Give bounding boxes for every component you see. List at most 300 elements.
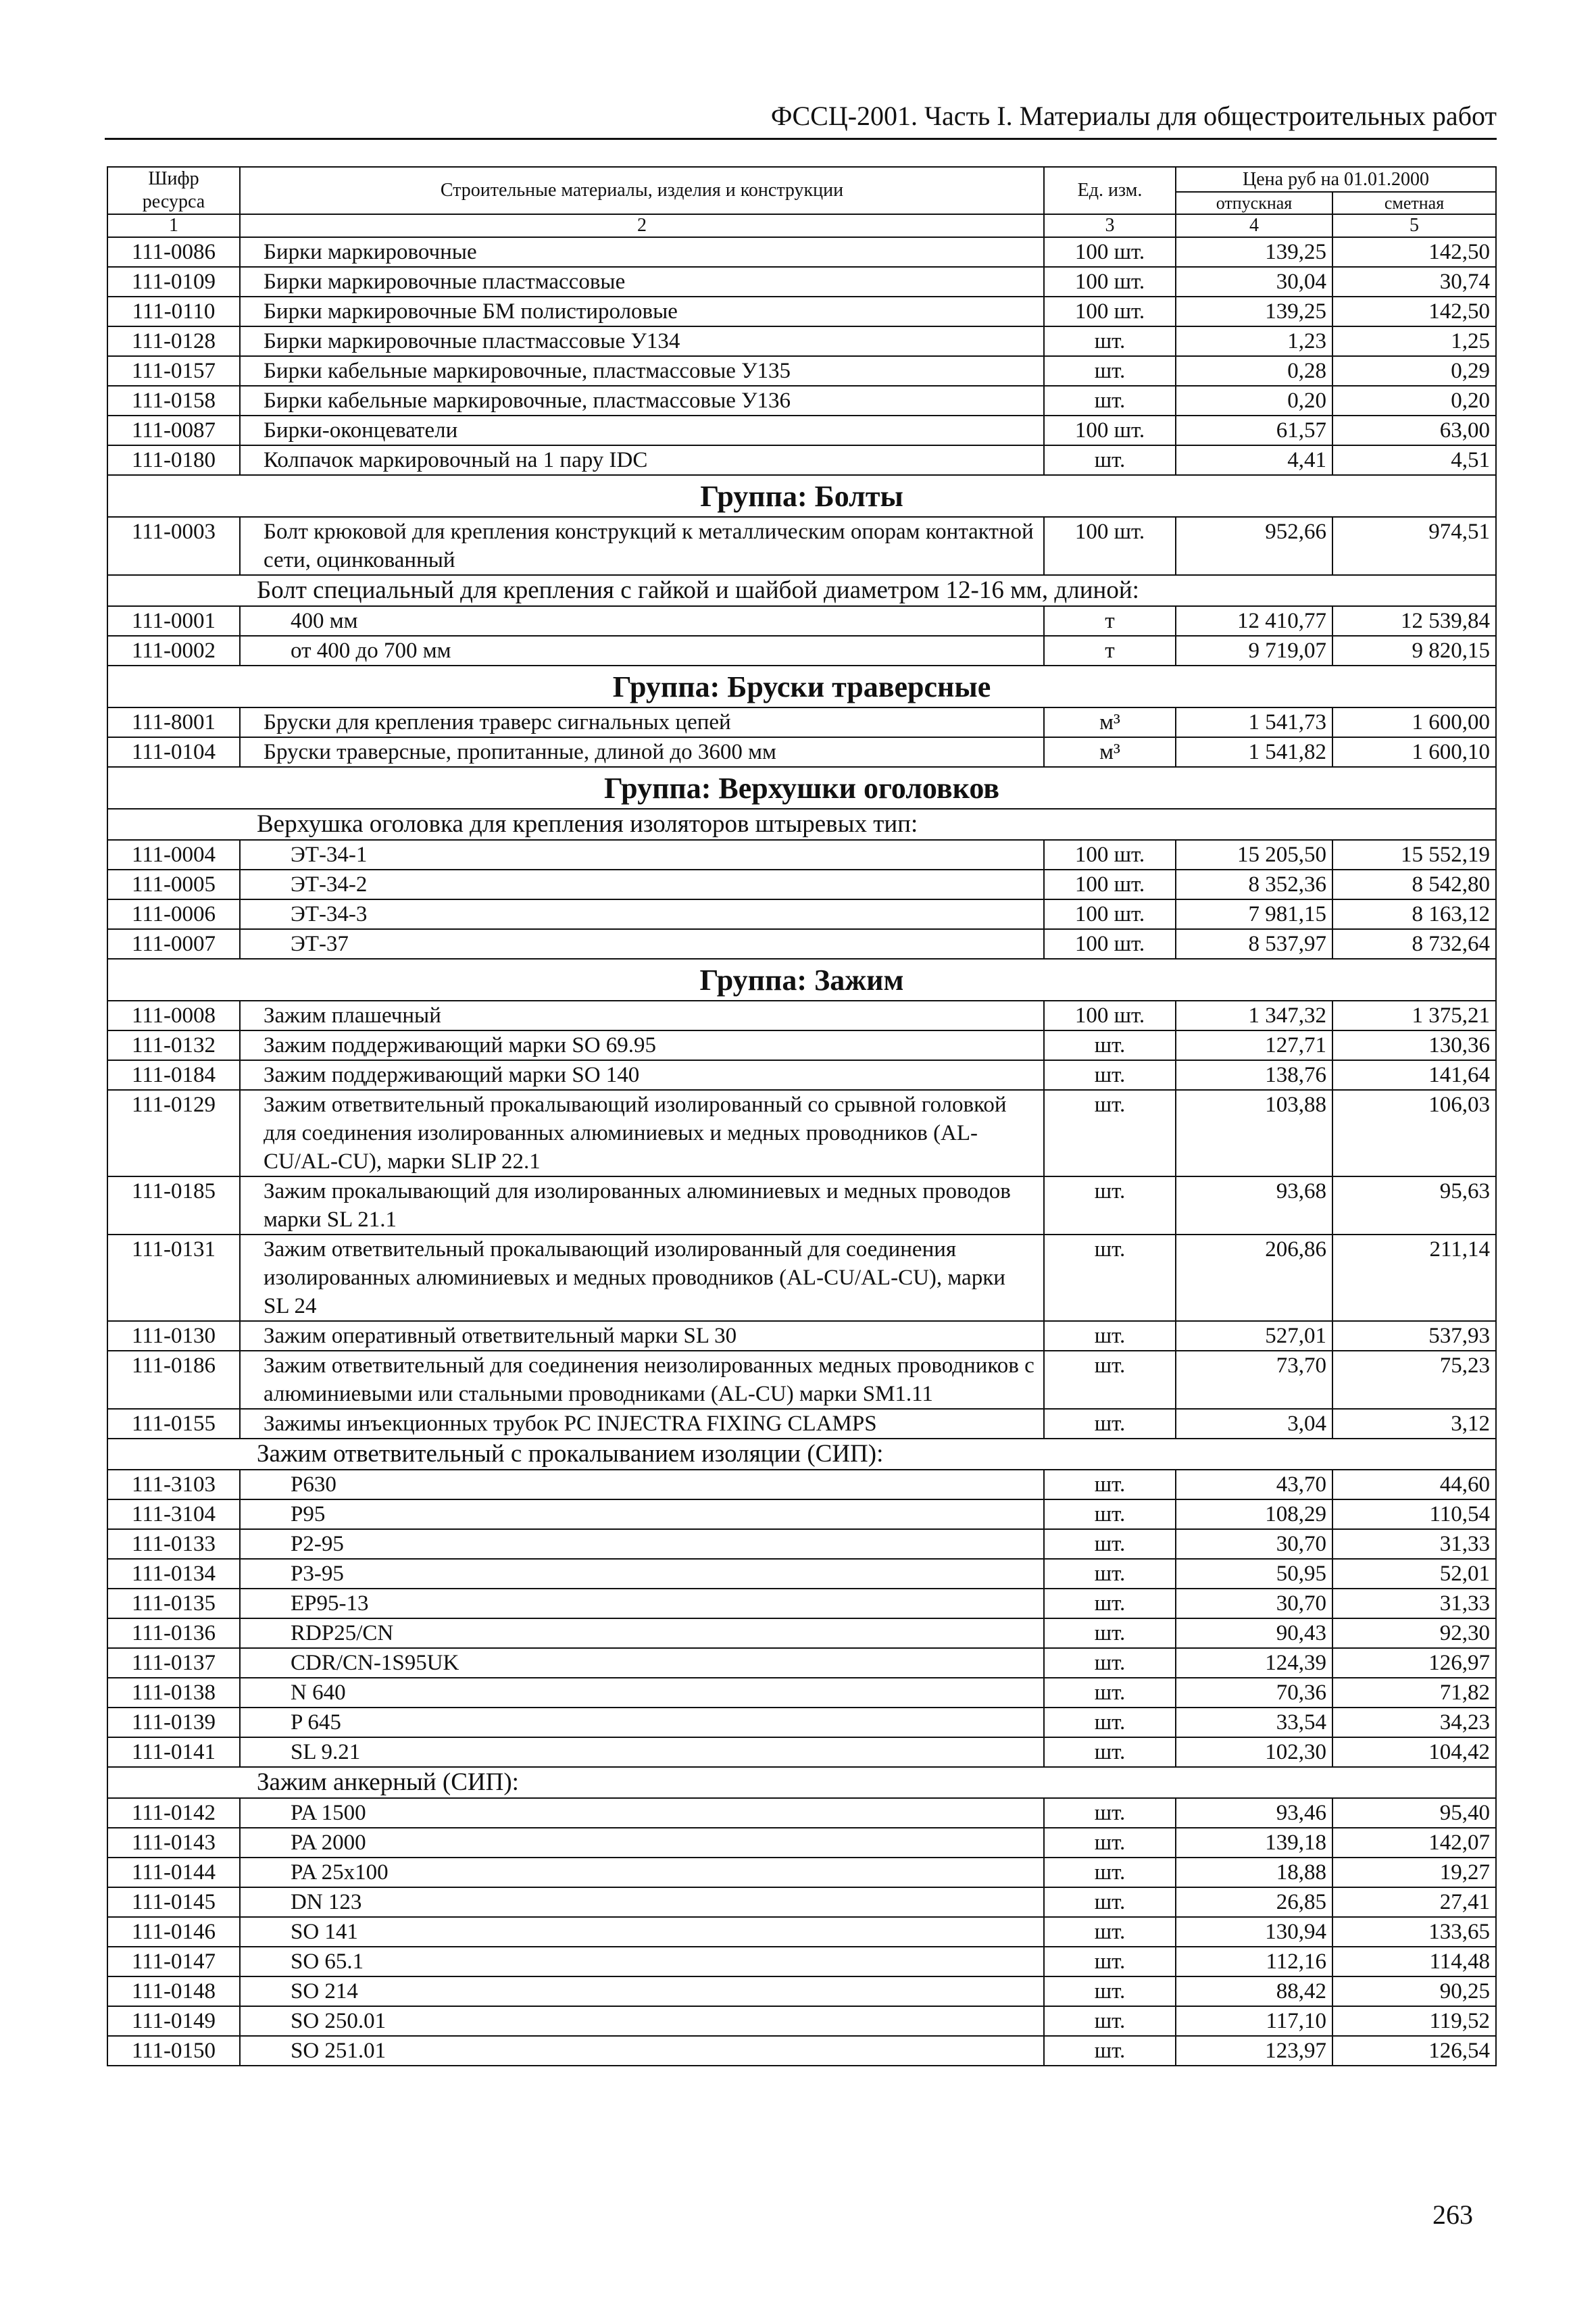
unit: шт. [1044, 1235, 1176, 1321]
estimate-price: 31,33 [1332, 1589, 1496, 1618]
unit: шт. [1044, 1559, 1176, 1589]
table-row [107, 386, 1496, 416]
estimate-price: 1 375,21 [1332, 1001, 1496, 1030]
release-price: 1 347,32 [1176, 1001, 1332, 1030]
material-name: Зажим плашечный [240, 1001, 1044, 1030]
material-name: PA 25x100 [240, 1858, 1044, 1887]
estimate-price: 0,20 [1332, 386, 1496, 416]
estimate-price: 142,50 [1332, 297, 1496, 326]
unit: 100 шт. [1044, 929, 1176, 959]
material-name: ЭТ-34-2 [240, 870, 1044, 899]
material-name: SO 65.1 [240, 1947, 1044, 1976]
resource-code: 111-3103 [107, 1470, 240, 1499]
estimate-price: 95,63 [1332, 1176, 1496, 1235]
price-table [107, 166, 1497, 2066]
table-row [107, 707, 1496, 737]
material-name: Зажим поддерживающий марки SO 140 [240, 1060, 1044, 1090]
material-name: Бирки маркировочные пластмассовые У134 [240, 326, 1044, 356]
resource-code: 111-0186 [107, 1351, 240, 1409]
table-row [107, 297, 1496, 326]
material-name: Зажим ответвительный прокалывающий изолированный со срывной головкой для соединения изолированных алюминиевых и медных проводников (AL-CU/AL-CU), марки SLIP 22.1 [240, 1090, 1044, 1176]
unit: 100 шт. [1044, 416, 1176, 445]
material-name: ЭТ-34-1 [240, 840, 1044, 870]
material-name: PA 1500 [240, 1798, 1044, 1828]
table-row [107, 1887, 1496, 1917]
material-name: EP95-13 [240, 1589, 1044, 1618]
table-row [107, 737, 1496, 767]
unit: т [1044, 636, 1176, 666]
table-row [107, 1176, 1496, 1235]
release-price: 33,54 [1176, 1708, 1332, 1737]
table-row [107, 517, 1496, 575]
resource-code: 111-0157 [107, 356, 240, 386]
release-price: 527,01 [1176, 1321, 1332, 1351]
table-row [107, 1499, 1496, 1529]
table-row [107, 445, 1496, 475]
material-name: Бруски для крепления траверс сигнальных цепей [240, 707, 1044, 737]
resource-code: 111-0142 [107, 1798, 240, 1828]
resource-code: 111-0185 [107, 1176, 240, 1235]
unit: шт. [1044, 326, 1176, 356]
release-price: 61,57 [1176, 416, 1332, 445]
table-row [107, 1559, 1496, 1589]
table-row [107, 606, 1496, 636]
release-price: 18,88 [1176, 1858, 1332, 1887]
table-row [107, 1589, 1496, 1618]
resource-code: 111-0150 [107, 2036, 240, 2066]
colnum: 1 [107, 214, 240, 237]
material-name: CDR/CN-1S95UK [240, 1648, 1044, 1678]
resource-code: 111-0158 [107, 386, 240, 416]
material-name: 400 мм [240, 606, 1044, 636]
release-price: 7 981,15 [1176, 899, 1332, 929]
estimate-price: 9 820,15 [1332, 636, 1496, 666]
material-name: N 640 [240, 1678, 1044, 1708]
unit: шт. [1044, 1947, 1176, 1976]
estimate-price: 126,97 [1332, 1648, 1496, 1678]
table-row [107, 1976, 1496, 2006]
release-price: 30,04 [1176, 267, 1332, 297]
material-name: Болт крюковой для крепления конструкций к металлическим опорам контактной сети, оцинкованный [240, 517, 1044, 575]
subgroup-title: Болт специальный для крепления с гайкой и шайбой диаметром 12-16 мм, длиной: [107, 575, 1496, 606]
table-row [107, 1648, 1496, 1678]
estimate-price: 106,03 [1332, 1090, 1496, 1176]
estimate-price: 75,23 [1332, 1351, 1496, 1409]
page-header [105, 101, 1497, 140]
resource-code: 111-0128 [107, 326, 240, 356]
table-row [107, 2036, 1496, 2066]
unit: шт. [1044, 1858, 1176, 1887]
resource-code: 111-0146 [107, 1917, 240, 1947]
unit: шт. [1044, 1470, 1176, 1499]
header-name: Строительные материалы, изделия и конструкции [240, 167, 1044, 214]
table-row [107, 237, 1496, 267]
estimate-price: 110,54 [1332, 1499, 1496, 1529]
table-row [107, 1798, 1496, 1828]
release-price: 30,70 [1176, 1529, 1332, 1559]
table-row [107, 267, 1496, 297]
release-price: 8 537,97 [1176, 929, 1332, 959]
estimate-price: 130,36 [1332, 1030, 1496, 1060]
release-price: 8 352,36 [1176, 870, 1332, 899]
material-name: P 645 [240, 1708, 1044, 1737]
table-row [107, 929, 1496, 959]
estimate-price: 104,42 [1332, 1737, 1496, 1767]
release-price: 50,95 [1176, 1559, 1332, 1589]
material-name: Зажим ответвительный для соединения неизолированных медных проводников с алюминиевыми или стальными проводниками (AL-CU) марки SM1.11 [240, 1351, 1044, 1409]
table-row [107, 326, 1496, 356]
estimate-price: 119,52 [1332, 2006, 1496, 2036]
material-name: SO 141 [240, 1917, 1044, 1947]
unit: шт. [1044, 1351, 1176, 1409]
unit: 100 шт. [1044, 297, 1176, 326]
release-price: 1 541,82 [1176, 737, 1332, 767]
material-name: Колпачок маркировочный на 1 пару IDC [240, 445, 1044, 475]
unit: т [1044, 606, 1176, 636]
estimate-price: 1 600,00 [1332, 707, 1496, 737]
estimate-price: 114,48 [1332, 1947, 1496, 1976]
release-price: 112,16 [1176, 1947, 1332, 1976]
subgroup-title: Зажим ответвительный с прокалыванием изоляции (СИП): [107, 1439, 1496, 1470]
material-name: SO 214 [240, 1976, 1044, 2006]
unit: 100 шт. [1044, 267, 1176, 297]
material-name: Зажим оперативный ответвительный марки SL 30 [240, 1321, 1044, 1351]
material-name: ЭТ-34-3 [240, 899, 1044, 929]
table-row [107, 1618, 1496, 1648]
table-row [107, 1737, 1496, 1767]
material-name: Бирки кабельные маркировочные, пластмассовые У135 [240, 356, 1044, 386]
unit: шт. [1044, 1618, 1176, 1648]
estimate-price: 71,82 [1332, 1678, 1496, 1708]
resource-code: 111-0133 [107, 1529, 240, 1559]
unit: шт. [1044, 1737, 1176, 1767]
material-name: Бирки маркировочные БМ полистироловые [240, 297, 1044, 326]
header-release: отпускная [1176, 192, 1332, 214]
resource-code: 111-0138 [107, 1678, 240, 1708]
release-price: 15 205,50 [1176, 840, 1332, 870]
estimate-price: 0,29 [1332, 356, 1496, 386]
resource-code: 111-0008 [107, 1001, 240, 1030]
estimate-price: 8 732,64 [1332, 929, 1496, 959]
estimate-price: 8 163,12 [1332, 899, 1496, 929]
estimate-price: 8 542,80 [1332, 870, 1496, 899]
resource-code: 111-0134 [107, 1559, 240, 1589]
table-row [107, 1235, 1496, 1321]
unit: 100 шт. [1044, 517, 1176, 575]
resource-code: 111-0149 [107, 2006, 240, 2036]
release-price: 43,70 [1176, 1470, 1332, 1499]
unit: шт. [1044, 1321, 1176, 1351]
estimate-price: 12 539,84 [1332, 606, 1496, 636]
resource-code: 111-0135 [107, 1589, 240, 1618]
release-price: 70,36 [1176, 1678, 1332, 1708]
column-numbers [107, 214, 1496, 237]
unit: шт. [1044, 2006, 1176, 2036]
estimate-price: 19,27 [1332, 1858, 1496, 1887]
table-row [107, 2006, 1496, 2036]
material-name: Бруски траверсные, пропитанные, длиной до 3600 мм [240, 737, 1044, 767]
colnum: 5 [1332, 214, 1496, 237]
estimate-price: 4,51 [1332, 445, 1496, 475]
unit: шт. [1044, 1917, 1176, 1947]
estimate-price: 142,50 [1332, 237, 1496, 267]
table-row [107, 416, 1496, 445]
resource-code: 111-0087 [107, 416, 240, 445]
release-price: 127,71 [1176, 1030, 1332, 1060]
release-price: 0,28 [1176, 356, 1332, 386]
unit: шт. [1044, 1090, 1176, 1176]
release-price: 4,41 [1176, 445, 1332, 475]
estimate-price: 142,07 [1332, 1828, 1496, 1858]
estimate-price: 90,25 [1332, 1976, 1496, 2006]
unit: 100 шт. [1044, 899, 1176, 929]
resource-code: 111-0131 [107, 1235, 240, 1321]
material-name: P3-95 [240, 1559, 1044, 1589]
colnum: 3 [1044, 214, 1176, 237]
estimate-price: 30,74 [1332, 267, 1496, 297]
resource-code: 111-0130 [107, 1321, 240, 1351]
material-name: PA 2000 [240, 1828, 1044, 1858]
resource-code: 111-0086 [107, 237, 240, 267]
table-row [107, 1090, 1496, 1176]
resource-code: 111-0137 [107, 1648, 240, 1678]
header-estimate: сметная [1332, 192, 1496, 214]
resource-code: 111-3104 [107, 1499, 240, 1529]
resource-code: 111-0144 [107, 1858, 240, 1887]
unit: шт. [1044, 386, 1176, 416]
subgroup-title: Зажим анкерный (СИП): [107, 1767, 1496, 1798]
unit: 100 шт. [1044, 840, 1176, 870]
unit: шт. [1044, 2036, 1176, 2066]
resource-code: 111-0145 [107, 1887, 240, 1917]
estimate-price: 27,41 [1332, 1887, 1496, 1917]
table-row [107, 1060, 1496, 1090]
unit: шт. [1044, 1060, 1176, 1090]
material-name: от 400 до 700 мм [240, 636, 1044, 666]
table-row [107, 840, 1496, 870]
table-body [107, 237, 1496, 2066]
material-name: Зажим прокалывающий для изолированных алюминиевых и медных проводов марки SL 21.1 [240, 1176, 1044, 1235]
resource-code: 111-0184 [107, 1060, 240, 1090]
resource-code: 111-0004 [107, 840, 240, 870]
page-number: 263 [1432, 2199, 1473, 2230]
resource-code: 111-0147 [107, 1947, 240, 1976]
resource-code: 111-0132 [107, 1030, 240, 1060]
unit: м³ [1044, 737, 1176, 767]
unit: шт. [1044, 1798, 1176, 1828]
unit: шт. [1044, 1176, 1176, 1235]
release-price: 73,70 [1176, 1351, 1332, 1409]
unit: шт. [1044, 1589, 1176, 1618]
material-name: RDP25/CN [240, 1618, 1044, 1648]
material-name: ЭТ-37 [240, 929, 1044, 959]
subgroup-row [107, 1767, 1496, 1798]
resource-code: 111-0003 [107, 517, 240, 575]
resource-code: 111-0006 [107, 899, 240, 929]
material-name: Бирки маркировочные [240, 237, 1044, 267]
resource-code: 111-0109 [107, 267, 240, 297]
unit: шт. [1044, 1976, 1176, 2006]
release-price: 103,88 [1176, 1090, 1332, 1176]
estimate-price: 126,54 [1332, 2036, 1496, 2066]
table-row [107, 356, 1496, 386]
release-price: 123,97 [1176, 2036, 1332, 2066]
unit: м³ [1044, 707, 1176, 737]
release-price: 124,39 [1176, 1648, 1332, 1678]
resource-code: 111-8001 [107, 707, 240, 737]
material-name: SL 9.21 [240, 1737, 1044, 1767]
estimate-price: 211,14 [1332, 1235, 1496, 1321]
estimate-price: 974,51 [1332, 517, 1496, 575]
release-price: 26,85 [1176, 1887, 1332, 1917]
subgroup-title: Верхушка оголовка для крепления изоляторов штыревых тип: [107, 809, 1496, 840]
release-price: 952,66 [1176, 517, 1332, 575]
page-title: ФССЦ-2001. Часть I. Материалы для общестроительных работ [770, 101, 1497, 131]
release-price: 138,76 [1176, 1060, 1332, 1090]
estimate-price: 34,23 [1332, 1708, 1496, 1737]
release-price: 1,23 [1176, 326, 1332, 356]
estimate-price: 31,33 [1332, 1529, 1496, 1559]
material-name: Зажимы инъекционных трубок PC INJECTRA FIXING CLAMPS [240, 1409, 1044, 1439]
table-row [107, 1708, 1496, 1737]
table-row [107, 1030, 1496, 1060]
header-price: Цена руб на 01.01.2000 [1176, 167, 1496, 192]
table-row [107, 1001, 1496, 1030]
material-name: Зажим поддерживающий марки SO 69.95 [240, 1030, 1044, 1060]
resource-code: 111-0136 [107, 1618, 240, 1648]
table-row [107, 1470, 1496, 1499]
group-title: Группа: Бруски траверсные [107, 666, 1496, 707]
release-price: 93,46 [1176, 1798, 1332, 1828]
resource-code: 111-0141 [107, 1737, 240, 1767]
table-row [107, 1678, 1496, 1708]
unit: шт. [1044, 1828, 1176, 1858]
estimate-price: 1 600,10 [1332, 737, 1496, 767]
resource-code: 111-0104 [107, 737, 240, 767]
colnum: 2 [240, 214, 1044, 237]
resource-code: 111-0143 [107, 1828, 240, 1858]
unit: 100 шт. [1044, 1001, 1176, 1030]
unit: шт. [1044, 1678, 1176, 1708]
material-name: P630 [240, 1470, 1044, 1499]
resource-code: 111-0139 [107, 1708, 240, 1737]
release-price: 102,30 [1176, 1737, 1332, 1767]
unit: шт. [1044, 356, 1176, 386]
subgroup-row [107, 809, 1496, 840]
release-price: 0,20 [1176, 386, 1332, 416]
resource-code: 111-0002 [107, 636, 240, 666]
unit: 100 шт. [1044, 237, 1176, 267]
table-row [107, 1529, 1496, 1559]
release-price: 1 541,73 [1176, 707, 1332, 737]
unit: шт. [1044, 1499, 1176, 1529]
estimate-price: 92,30 [1332, 1618, 1496, 1648]
estimate-price: 133,65 [1332, 1917, 1496, 1947]
unit: шт. [1044, 1708, 1176, 1737]
release-price: 139,25 [1176, 237, 1332, 267]
resource-code: 111-0148 [107, 1976, 240, 2006]
unit: шт. [1044, 1529, 1176, 1559]
subgroup-row [107, 1439, 1496, 1470]
table-row [107, 1947, 1496, 1976]
group-row [107, 767, 1496, 809]
estimate-price: 537,93 [1332, 1321, 1496, 1351]
release-price: 88,42 [1176, 1976, 1332, 2006]
table-row [107, 1828, 1496, 1858]
release-price: 30,70 [1176, 1589, 1332, 1618]
estimate-price: 141,64 [1332, 1060, 1496, 1090]
header-code: Шифр ресурса [107, 167, 240, 214]
table-row [107, 1321, 1496, 1351]
material-name: Бирки кабельные маркировочные, пластмассовые У136 [240, 386, 1044, 416]
resource-code: 111-0129 [107, 1090, 240, 1176]
group-row [107, 475, 1496, 517]
release-price: 93,68 [1176, 1176, 1332, 1235]
unit: шт. [1044, 445, 1176, 475]
group-title: Группа: Верхушки оголовков [107, 767, 1496, 809]
resource-code: 111-0110 [107, 297, 240, 326]
material-name: Зажим ответвительный прокалывающий изолированный для соединения изолированных алюминиевых и медных проводников (AL-CU/AL-CU), марки SL 24 [240, 1235, 1044, 1321]
material-name: SO 251.01 [240, 2036, 1044, 2066]
table-row [107, 1917, 1496, 1947]
group-title: Группа: Зажим [107, 959, 1496, 1001]
resource-code: 111-0180 [107, 445, 240, 475]
group-row [107, 959, 1496, 1001]
table-row [107, 899, 1496, 929]
estimate-price: 63,00 [1332, 416, 1496, 445]
release-price: 206,86 [1176, 1235, 1332, 1321]
material-name: P95 [240, 1499, 1044, 1529]
release-price: 90,43 [1176, 1618, 1332, 1648]
material-name: Бирки маркировочные пластмассовые [240, 267, 1044, 297]
group-row [107, 666, 1496, 707]
material-name: SO 250.01 [240, 2006, 1044, 2036]
release-price: 117,10 [1176, 2006, 1332, 2036]
unit: шт. [1044, 1030, 1176, 1060]
estimate-price: 95,40 [1332, 1798, 1496, 1828]
table-row [107, 1858, 1496, 1887]
group-title: Группа: Болты [107, 475, 1496, 517]
estimate-price: 15 552,19 [1332, 840, 1496, 870]
resource-code: 111-0005 [107, 870, 240, 899]
table-row [107, 870, 1496, 899]
release-price: 139,18 [1176, 1828, 1332, 1858]
estimate-price: 3,12 [1332, 1409, 1496, 1439]
resource-code: 111-0155 [107, 1409, 240, 1439]
table-row [107, 1351, 1496, 1409]
release-price: 12 410,77 [1176, 606, 1332, 636]
unit: шт. [1044, 1409, 1176, 1439]
resource-code: 111-0007 [107, 929, 240, 959]
colnum: 4 [1176, 214, 1332, 237]
material-name: P2-95 [240, 1529, 1044, 1559]
unit: шт. [1044, 1887, 1176, 1917]
material-name: Бирки-оконцеватели [240, 416, 1044, 445]
release-price: 139,25 [1176, 297, 1332, 326]
estimate-price: 52,01 [1332, 1559, 1496, 1589]
subgroup-row [107, 575, 1496, 606]
material-name: DN 123 [240, 1887, 1044, 1917]
estimate-price: 44,60 [1332, 1470, 1496, 1499]
release-price: 130,94 [1176, 1917, 1332, 1947]
table-row [107, 636, 1496, 666]
table-row [107, 1409, 1496, 1439]
release-price: 108,29 [1176, 1499, 1332, 1529]
release-price: 9 719,07 [1176, 636, 1332, 666]
release-price: 3,04 [1176, 1409, 1332, 1439]
header-unit: Ед. изм. [1044, 167, 1176, 214]
estimate-price: 1,25 [1332, 326, 1496, 356]
